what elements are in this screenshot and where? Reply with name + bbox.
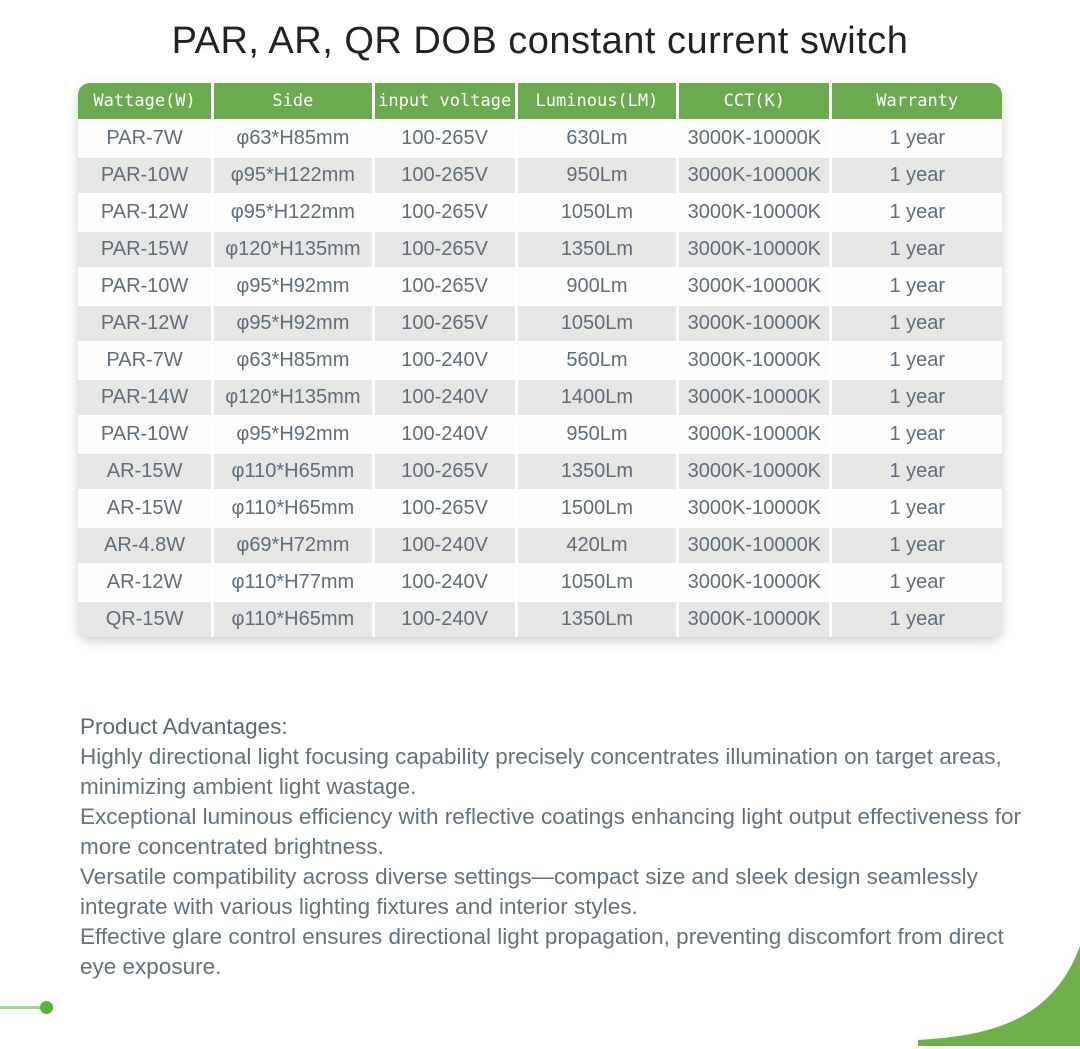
column-header: input voltage	[375, 83, 515, 119]
table-cell: 1 year	[832, 121, 1002, 156]
table-cell: 1050Lm	[518, 195, 676, 230]
advantages-list	[80, 742, 1022, 982]
table-cell: 900Lm	[518, 269, 676, 304]
table-cell: 100-265V	[375, 269, 515, 304]
table-row	[78, 195, 1002, 230]
table-row	[78, 380, 1002, 415]
table-row	[78, 602, 1002, 637]
table-cell: 100-240V	[375, 380, 515, 415]
table-cell: 100-240V	[375, 528, 515, 563]
table-cell: 3000K-10000K	[679, 306, 829, 341]
table-cell: 3000K-10000K	[679, 121, 829, 156]
table-cell: PAR-12W	[78, 306, 211, 341]
table-cell: φ110*H65mm	[214, 491, 371, 526]
table-cell: QR-15W	[78, 602, 211, 637]
table-row	[78, 491, 1002, 526]
table-cell: φ95*H122mm	[214, 195, 371, 230]
table-cell: 3000K-10000K	[679, 343, 829, 378]
table-cell: 3000K-10000K	[679, 232, 829, 267]
column-header: CCT(K)	[679, 83, 829, 119]
table-cell: 1050Lm	[518, 565, 676, 600]
table-row	[78, 232, 1002, 267]
table-cell: 1 year	[832, 158, 1002, 193]
table-cell: AR-4.8W	[78, 528, 211, 563]
table-cell: 100-265V	[375, 306, 515, 341]
table-cell: 1350Lm	[518, 454, 676, 489]
advantage-item: Effective glare control ensures directional light propagation, preventing discomfort from direct eye exposure.	[80, 924, 1004, 979]
advantages-heading: Product Advantages:	[80, 714, 288, 739]
table-cell: φ95*H122mm	[214, 158, 371, 193]
table-cell: 3000K-10000K	[679, 158, 829, 193]
spec-table-grid	[78, 83, 1002, 637]
table-cell: 1 year	[832, 565, 1002, 600]
table-cell: 100-265V	[375, 232, 515, 267]
table-cell: 3000K-10000K	[679, 417, 829, 452]
table-cell: AR-12W	[78, 565, 211, 600]
table-cell: 1050Lm	[518, 306, 676, 341]
table-row	[78, 528, 1002, 563]
table-cell: φ69*H72mm	[214, 528, 371, 563]
table-cell: 3000K-10000K	[679, 565, 829, 600]
page-title: PAR, AR, QR DOB constant current switch	[171, 20, 909, 62]
table-row	[78, 306, 1002, 341]
table-row	[78, 343, 1002, 378]
table-cell: 1 year	[832, 269, 1002, 304]
table-row	[78, 565, 1002, 600]
column-header: Warranty	[832, 83, 1002, 119]
table-cell: 3000K-10000K	[679, 528, 829, 563]
table-cell: 3000K-10000K	[679, 380, 829, 415]
table-cell: φ110*H77mm	[214, 565, 371, 600]
table-cell: PAR-10W	[78, 417, 211, 452]
advantage-item: Highly directional light focusing capability precisely concentrates illumination on target areas, minimizing ambient light wastage.	[80, 744, 1002, 799]
column-header: Side	[214, 83, 371, 119]
table-cell: 3000K-10000K	[679, 195, 829, 230]
table-cell: φ95*H92mm	[214, 306, 371, 341]
table-row	[78, 121, 1002, 156]
table-cell: 630Lm	[518, 121, 676, 156]
table-cell: PAR-7W	[78, 343, 211, 378]
product-advantages-section	[80, 712, 1022, 982]
spec-table	[78, 83, 1002, 637]
table-cell: 1 year	[832, 602, 1002, 637]
table-cell: φ95*H92mm	[214, 269, 371, 304]
table-body	[78, 121, 1002, 637]
table-cell: φ63*H85mm	[214, 121, 371, 156]
table-cell: 100-265V	[375, 195, 515, 230]
table-cell: φ120*H135mm	[214, 380, 371, 415]
table-cell: 1 year	[832, 343, 1002, 378]
table-cell: 3000K-10000K	[679, 454, 829, 489]
table-cell: 1350Lm	[518, 232, 676, 267]
table-cell: φ110*H65mm	[214, 602, 371, 637]
table-cell: PAR-15W	[78, 232, 211, 267]
table-cell: 100-240V	[375, 565, 515, 600]
table-cell: PAR-10W	[78, 269, 211, 304]
table-cell: φ63*H85mm	[214, 343, 371, 378]
column-header: Wattage(W)	[78, 83, 211, 119]
table-cell: 1 year	[832, 417, 1002, 452]
table-cell: 560Lm	[518, 343, 676, 378]
table-row	[78, 158, 1002, 193]
table-cell: 950Lm	[518, 158, 676, 193]
table-cell: 100-240V	[375, 417, 515, 452]
table-cell: 1 year	[832, 528, 1002, 563]
table-cell: 1500Lm	[518, 491, 676, 526]
column-header: Luminous(LM)	[518, 83, 676, 119]
table-cell: PAR-14W	[78, 380, 211, 415]
table-cell: 1 year	[832, 491, 1002, 526]
table-row	[78, 417, 1002, 452]
bottom-left-dot-decoration	[40, 1001, 53, 1014]
table-cell: 1 year	[832, 195, 1002, 230]
table-cell: 950Lm	[518, 417, 676, 452]
table-cell: 100-240V	[375, 602, 515, 637]
bottom-left-line-decoration	[0, 1006, 43, 1009]
table-cell: PAR-7W	[78, 121, 211, 156]
advantage-item: Versatile compatibility across diverse settings—compact size and sleek design seamlessly integrate with various lighting fixtures and interior styles.	[80, 864, 978, 919]
table-cell: 1 year	[832, 232, 1002, 267]
table-header	[78, 83, 1002, 119]
table-cell: 100-265V	[375, 158, 515, 193]
table-cell: 100-265V	[375, 491, 515, 526]
table-cell: 420Lm	[518, 528, 676, 563]
table-cell: 3000K-10000K	[679, 491, 829, 526]
bottom-right-swoosh-decoration	[918, 946, 1080, 1046]
table-cell: 100-265V	[375, 454, 515, 489]
table-cell: φ120*H135mm	[214, 232, 371, 267]
table-cell: 1400Lm	[518, 380, 676, 415]
table-cell: 1350Lm	[518, 602, 676, 637]
table-cell: 100-265V	[375, 121, 515, 156]
table-header-row	[78, 83, 1002, 119]
table-cell: AR-15W	[78, 491, 211, 526]
table-row	[78, 454, 1002, 489]
table-cell: 1 year	[832, 306, 1002, 341]
table-cell: 100-240V	[375, 343, 515, 378]
table-cell: AR-15W	[78, 454, 211, 489]
table-cell: 3000K-10000K	[679, 602, 829, 637]
table-cell: 3000K-10000K	[679, 269, 829, 304]
table-cell: 1 year	[832, 454, 1002, 489]
table-cell: PAR-10W	[78, 158, 211, 193]
table-cell: PAR-12W	[78, 195, 211, 230]
table-row	[78, 269, 1002, 304]
table-cell: 1 year	[832, 380, 1002, 415]
table-cell: φ95*H92mm	[214, 417, 371, 452]
advantage-item: Exceptional luminous efficiency with reflective coatings enhancing light output effectiveness for more concentrated brightness.	[80, 804, 1021, 859]
table-cell: φ110*H65mm	[214, 454, 371, 489]
